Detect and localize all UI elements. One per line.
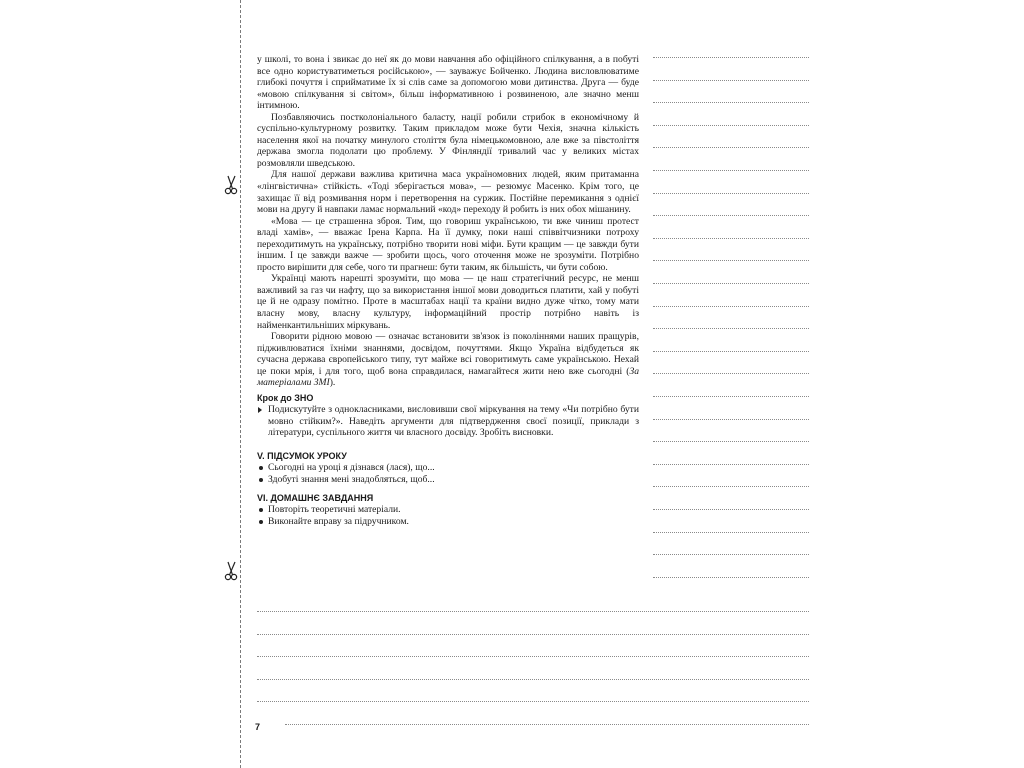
paragraph: «Мова — це страшенна зброя. Тим, що говориш українською, ти вже чиниш протест владі хамів», — вважає Ірена Карпа. На її думку, поки наші співвітчизники потроху переходитимуть на українську, потрібно творити нові міфи. Бути кращим — це завжди бути іншим. І це завжди важче — зробити щось, чого оточення може не зрозуміти. Потрібно просто вирішити для себе, чого ти прагнеш: бути таким, як більшість, чи бути собою.: [257, 215, 639, 273]
lesson-text: [257, 54, 639, 527]
paragraph: у школі, то вона і звикає до неї як до мови навчання або офіційного спілкування, а в побуті все одно користуватиметься російською», — зауважує Бойченко. Людина висловлюватиме глибокі почуття і сприйматиме їх зі слів саме за допомогою мови дитинства. Друга — буде «мовою спілкування зі світом», більш інформативною і розвиненою, але значно менш інтимною.: [257, 54, 639, 112]
homework-heading: VI. ДОМАШНЄ ЗАВДАННЯ: [257, 493, 374, 504]
list-item-text: Здобуті знання мені знадобляться, щоб...: [268, 473, 435, 485]
notes-line: [653, 306, 809, 307]
notes-line: [653, 396, 809, 397]
notes-line: [653, 238, 809, 239]
paragraph: Позбавляючись постколоніального баласту, нації робили стрибок в економічному й суспільно-культурному розвитку. Таким прикладом може бути Чехія, значна кількість населення якої на початку минулого століття була німецькомовною, але вже за півстоліття держава змогла подолати цю проблему. У Фінляндії тривалий час у великих містах розмовляли шведською.: [257, 111, 639, 169]
page-number: 7: [255, 722, 261, 732]
list-item: [257, 516, 639, 528]
notes-line: [653, 283, 809, 284]
notes-line: [653, 80, 809, 81]
list-item-text: Виконайте вправу за підручником.: [268, 515, 409, 527]
writing-line: [257, 701, 809, 702]
bullet-icon: [259, 520, 263, 524]
writing-line: [257, 679, 809, 680]
paragraph-text: Говорити рідною мовою — означає встановити зв'язок із поколіннями наших пращурів, підживлюватися їхніми знаннями, досвідом, почуттями. Якщо Україна відбудеться як сучасна держава європейського типу, тут майже всі говоритимуть саме українською. Нехай це поки мрія, і для того, щоб вона справдилася, намагайтеся жити нею вже сьогодні (: [257, 331, 639, 377]
step-title: Крок до ЗНО: [257, 392, 314, 403]
list-item: [257, 474, 639, 486]
writing-line: [257, 656, 809, 657]
paragraph: [257, 331, 639, 389]
source-close: ).: [329, 377, 336, 389]
notes-line: [653, 532, 809, 533]
bullet-icon: [259, 508, 263, 512]
notes-line: [653, 328, 809, 329]
notes-line: [653, 215, 809, 216]
step-task-text: Подискутуйте з однокласниками, висловивши свої міркування на тему «Чи потрібно бути мовно стійким?». Наведіть аргументи для підтвердження своєї позиції, приклади з літератури, суспільного життя чи власного досвіду. Зробіть висновки.: [268, 404, 639, 439]
notes-line: [653, 554, 809, 555]
paragraph: Українці мають нарешті зрозуміти, що мова — це наш стратегічний ресурс, не менш важливий за газ чи нафту, що за використання іншої мови доводиться платити, хай у побуті це й не одразу помітно. Проте в масштабах нації та країни видно дуже чітко, тому мати власну мову, власну культуру, інформаційний простір потрібно навіть із найменкантильніших міркувань.: [257, 273, 639, 331]
notes-line: [653, 351, 809, 352]
source-note: За матеріалами ЗМІ: [257, 365, 639, 389]
notes-line: [653, 125, 809, 126]
cut-line: [240, 0, 241, 768]
notes-line: [653, 509, 809, 510]
bullet-icon: [259, 466, 263, 470]
list-item-text: Сьогодні на уроці я дізнався (лася), що...: [268, 462, 435, 473]
notes-line: [653, 102, 809, 103]
notes-line: [653, 193, 809, 194]
writing-line: [257, 634, 809, 635]
paragraph: Для нашої держави важлива критична маса україномовних людей, яким притаманна «лінгвістична» стійкість. «Тоді зберігається мова», — резюмує Масенко. Крім того, це захищає її від розмивання норм і перетворення на суржик. Постійне перемикання з однієї мови на другу й навпаки ламає нормальний «код» переходу й робить із них обох мішанину.: [257, 169, 639, 216]
notes-line: [653, 464, 809, 465]
notes-line: [653, 441, 809, 442]
list-item: [257, 462, 639, 474]
scissors-icon: [224, 560, 240, 582]
notes-line: [653, 260, 809, 261]
notes-line: [653, 486, 809, 487]
writing-line: [285, 724, 809, 725]
notes-line: [653, 57, 809, 58]
list-item: [257, 504, 639, 516]
bullet-icon: [259, 478, 263, 482]
list-item-text: Повторіть теоретичні матеріали.: [268, 504, 401, 516]
scissors-icon: [224, 174, 240, 196]
writing-line: [257, 611, 809, 612]
notes-line: [653, 147, 809, 148]
notes-line: [653, 419, 809, 420]
summary-heading: V. ПІДСУМОК УРОКУ: [257, 451, 347, 461]
notes-line: [653, 577, 809, 578]
notes-line: [653, 170, 809, 171]
notes-line: [653, 373, 809, 374]
arrow-icon: [258, 407, 262, 413]
step-task: [257, 404, 639, 439]
